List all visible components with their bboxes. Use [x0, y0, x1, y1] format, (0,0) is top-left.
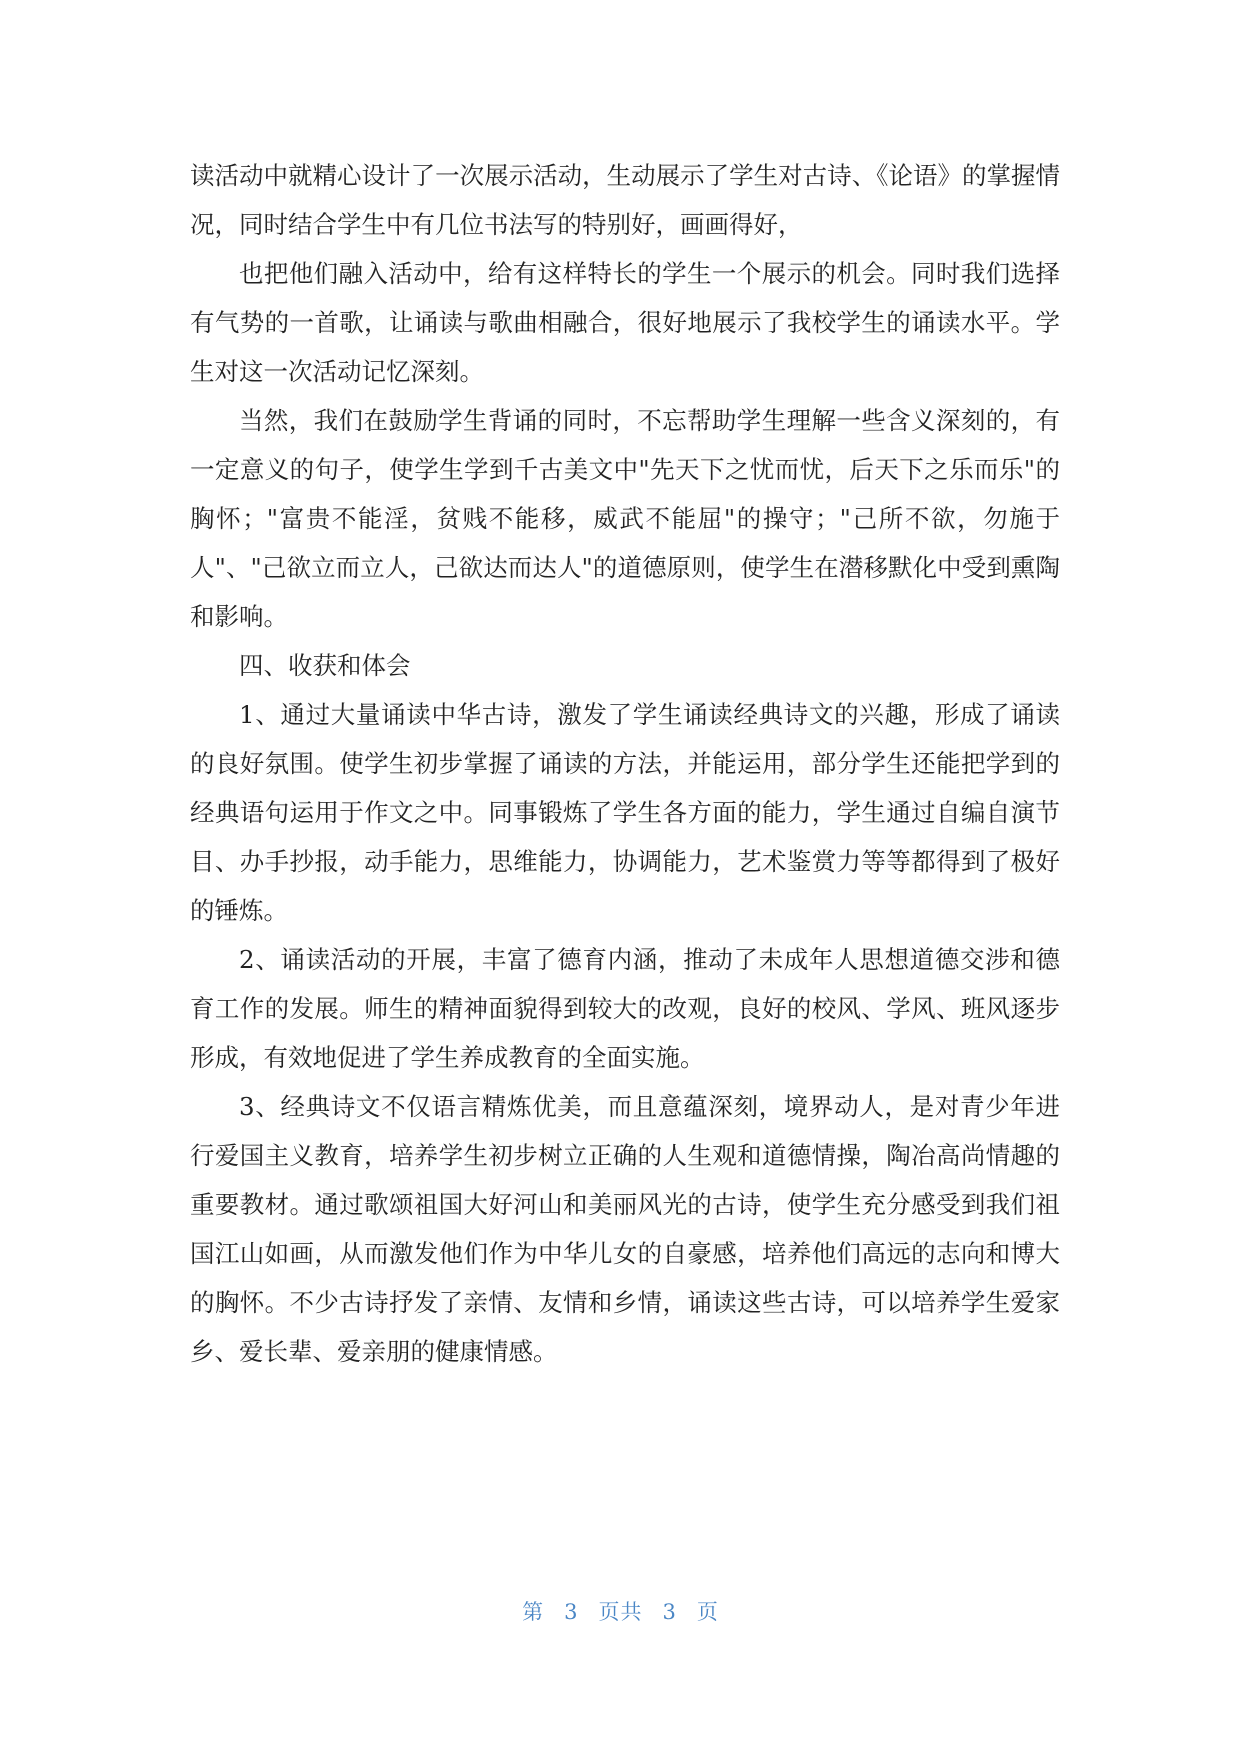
document-body	[190, 151, 1060, 1376]
footer-suffix: 页	[696, 1600, 719, 1624]
page-footer	[0, 1596, 1241, 1626]
paragraph-item-3: 3、经典诗文不仅语言精炼优美，而且意蕴深刻，境界动人，是对青少年进行爱国主义教育，培养学生初步树立正确的人生观和道德情操，陶冶高尚情趣的重要教材。通过歌颂祖国大好河山和美丽风光的古诗，使学生充分感受到我们祖国江山如画，从而激发他们作为中华儿女的自豪感，培养他们高远的志向和博大的胸怀。不少古诗抒发了亲情、友情和乡情，诵读这些古诗，可以培养学生爱家乡、爱长辈、爱亲朋的健康情感。	[190, 1092, 1060, 1366]
section-heading: 四、收获和体会	[239, 651, 411, 680]
paragraph-1: 读活动中就精心设计了一次展示活动，生动展示了学生对古诗、《论语》的掌握情况，同时结合学生中有几位书法写的特别好，画画得好，	[190, 161, 1060, 239]
paragraph-item-2: 2、诵读活动的开展，丰富了德育内涵，推动了未成年人思想道德交涉和德育工作的发展。师生的精神面貌得到较大的改观，良好的校风、学风、班风逐步形成，有效地促进了学生养成教育的全面实施。	[190, 945, 1060, 1072]
paragraph-item-1: 1、通过大量诵读中华古诗，激发了学生诵读经典诗文的兴趣，形成了诵读的良好氛围。使学生初步掌握了诵读的方法，并能运用，部分学生还能把学到的经典语句运用于作文之中。同事锻炼了学生各方面的能力，学生通过自编自演节目、办手抄报，动手能力，思维能力，协调能力，艺术鉴赏力等等都得到了极好的锤炼。	[190, 700, 1060, 925]
footer-current-page: 3	[564, 1600, 579, 1624]
footer-middle: 页共	[598, 1600, 643, 1624]
footer-total-pages: 3	[662, 1600, 677, 1624]
paragraph-2: 也把他们融入活动中，给有这样特长的学生一个展示的机会。同时我们选择有气势的一首歌，让诵读与歌曲相融合，很好地展示了我校学生的诵读水平。学生对这一次活动记忆深刻。	[190, 259, 1060, 386]
footer-prefix: 第	[522, 1600, 545, 1624]
paragraph-3: 当然，我们在鼓励学生背诵的同时，不忘帮助学生理解一些含义深刻的，有一定意义的句子，使学生学到千古美文中"先天下之忧而忧，后天下之乐而乐"的胸怀；"富贵不能淫，贫贱不能移，威武不能屈"的操守；"己所不欲，勿施于人"、"己欲立而立人，己欲达而达人"的道德原则，使学生在潜移默化中受到熏陶和影响。	[190, 406, 1060, 631]
